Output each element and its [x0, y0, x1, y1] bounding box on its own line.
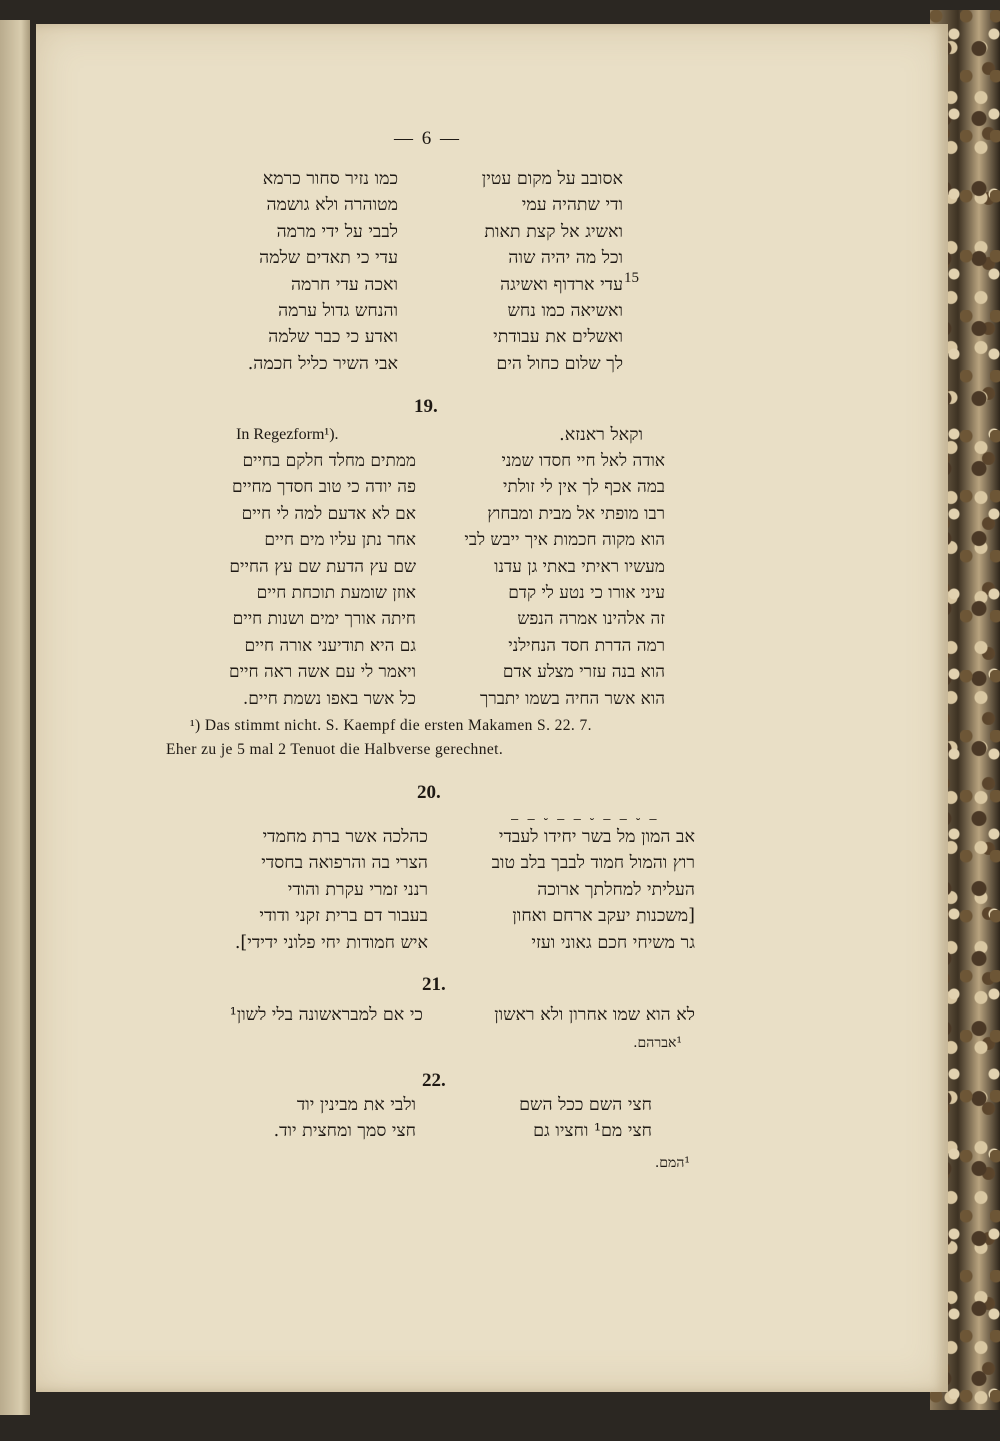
verse-line: חצי מם¹ וחציו גם [533, 1121, 652, 1142]
verse-line: עדי ארדוף ואשיגה [500, 274, 623, 295]
verse-line: עדי כי תאדים שלמה [259, 248, 398, 269]
left-page-edge [0, 20, 30, 1415]
verse-line: בעבור דם ברית זקני ודודי [259, 906, 428, 927]
verse-line: רבו מופתי אל מבית ומבחוץ [487, 503, 665, 524]
verse-line: כל אשר באפו נשמת חיים. [242, 688, 416, 709]
verse-line: עיני אורו כי נטע לי קדם [508, 582, 665, 603]
verse-line: וכל מה יהיה שוה [508, 248, 623, 269]
verse-line: פה יודה כי טוב חסדך מחיים [232, 477, 416, 498]
section-19-right-heading: וקאל ראנזא. [559, 425, 643, 445]
verse-line: ודי שתהיה עמי [521, 195, 623, 216]
verse-line: ממתים מחלד חלקם בחיים [242, 451, 416, 471]
verse-line: רנני זמרי עקרת והודי [287, 879, 428, 900]
verse-line: זה אלהינו אמרה הנפש [517, 609, 665, 630]
section-19-left-heading: In Regezform¹). [236, 426, 339, 443]
verse-line: חיתה אורך ימים ושנות חיים [232, 609, 416, 630]
top-right-column [482, 166, 623, 377]
verse-line: הוא אשר החיה בשמו יתברך [480, 688, 665, 709]
verse-line: כהלכה אשר ברת מחמדי [262, 827, 428, 847]
verse-line: [משכנות יעקב ארחם ואחון [512, 906, 695, 927]
verse-line: ואשיאה כמו נחש [507, 300, 623, 321]
verse-line: ואשלים את עבודתי [493, 327, 623, 348]
verse-line: רמה הדרת חסד הנחילני [508, 635, 665, 656]
verse-line: ואדע כי כבר שלמה [268, 327, 398, 348]
verse-line: חצי סמך ומחצית יוד. [273, 1121, 416, 1142]
footnote-line: Eher zu je 5 mal 2 Tenuot die Halbverse gerechnet. [166, 741, 504, 758]
verse-line: לבבי על ידי מרמה [276, 221, 398, 242]
verse-line: הצרי בה והרפואה בחסדי [261, 853, 428, 874]
section-21-number: 21. [422, 974, 446, 995]
verse-line: שם עץ הדעת שם עץ החיים [229, 556, 416, 577]
section-22-right-column [519, 1092, 652, 1145]
verse-line: גם היא תודיעני אורה חיים [244, 635, 416, 656]
section-20-left-column [235, 824, 428, 956]
verse-line: מעשיו ראיתי באתי גן עדנו [494, 556, 665, 577]
section-22-note: ¹המם. [654, 1155, 690, 1171]
section-20-number: 20. [417, 782, 441, 803]
book-page [36, 24, 948, 1392]
footnote-line: ¹) Das stimmt nicht. S. Kaempf die ersten Makamen S. 22. 7. [190, 717, 592, 734]
verse-line: כמו נזיר סחור כרמא [262, 169, 398, 189]
verse-line: הוא בנה עזרי מצלע אדם [502, 662, 665, 683]
page-number: — 6 — [394, 128, 461, 149]
meter-scheme: – – ⏑ – – ⏑ – – ⏑ – [511, 812, 658, 826]
section-22-number: 22. [422, 1070, 446, 1091]
section-19-number: 19. [414, 396, 438, 417]
verse-line: ואשיג אל קצת תאות [484, 221, 623, 242]
verse-line: מטוהרה ולא גושמה [266, 195, 398, 216]
section-22-left-column [274, 1092, 416, 1145]
section-19-right-column [464, 448, 665, 712]
verse-line: גר משיחי חכם גאוני ועזי [531, 932, 695, 953]
verse-line: אחר נתן עליו מים חיים [264, 530, 416, 551]
section-21-right-line: לא הוא שמו אחרון ולא ראשון [494, 1005, 695, 1025]
verse-line: ויאמר לי עם אשה ראה חיים [228, 662, 416, 683]
verse-line: והנחש גדול ערמה [278, 300, 398, 321]
verse-line: ולבי את מבינין יוד [296, 1095, 416, 1115]
section-21-left-line: כי אם למבראשונה בלי לשון¹ [229, 1005, 423, 1025]
section-21-note: ¹אברהם. [633, 1035, 682, 1051]
verse-line: חצי השם ככל השם [519, 1095, 652, 1115]
section-20-right-column [492, 824, 695, 956]
section-19-left-column [229, 448, 416, 712]
verse-line: הוא מקוה חכמות איך ייבש לבי [464, 530, 665, 551]
verse-line: אבי השיר כליל חכמה. [247, 353, 398, 374]
line-number: 15 [624, 270, 639, 286]
verse-line: במה אכף לך אין לי זולתי [503, 477, 665, 498]
verse-line: איש חמודות יחי פלוני ידידי]. [234, 932, 428, 953]
verse-line: לך שלום כחול הים [496, 353, 623, 374]
verse-line: אסובב על מקום עטין [481, 169, 623, 189]
top-left-column [248, 166, 398, 377]
verse-line: ואכה עדי חרמה [290, 274, 398, 295]
verse-line: העליתי למחלתך ארוכה [537, 879, 695, 900]
verse-line: אם לא אדעם למה לי חיים [241, 503, 416, 524]
verse-line: אודה לאל חיי חסדו שמני [501, 451, 665, 471]
verse-line: אב המון מל בשר יחידו לעבדי [498, 827, 695, 847]
verse-line: רוץ והמול חמוד לבבך בלב טוב [491, 853, 695, 874]
verse-line: אוזן שומעת תוכחת חיים [256, 582, 416, 603]
